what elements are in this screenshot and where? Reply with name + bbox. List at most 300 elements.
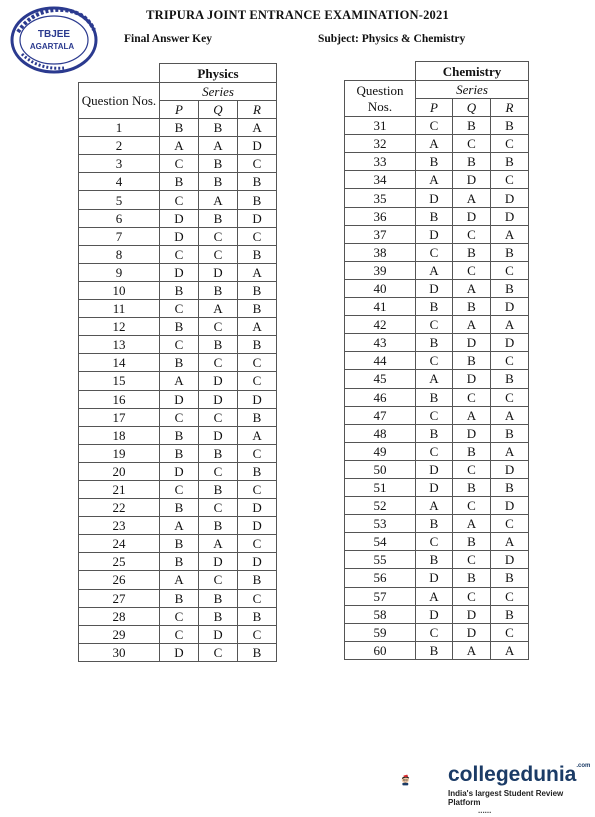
brand-suffix: .com [576, 763, 591, 769]
answer-p: B [416, 298, 453, 316]
answer-row [345, 225, 529, 243]
answer-q: D [199, 625, 238, 643]
answer-p: B [160, 589, 199, 607]
answer-p: C [160, 155, 199, 173]
answer-row [345, 117, 529, 135]
answer-q: C [453, 497, 491, 515]
answer-row [345, 569, 529, 587]
physics-series-header: Series [160, 83, 277, 101]
answer-r: A [491, 406, 529, 424]
question-number: 52 [345, 497, 416, 515]
answer-p: B [160, 553, 199, 571]
question-number: 7 [79, 227, 160, 245]
answer-r: D [491, 298, 529, 316]
answer-q: C [199, 462, 238, 480]
answer-p: C [416, 533, 453, 551]
answer-q: B [199, 444, 238, 462]
answer-row [345, 641, 529, 659]
answer-r: D [238, 499, 277, 517]
answer-r: B [238, 281, 277, 299]
answer-row [79, 300, 277, 318]
answer-q: A [199, 535, 238, 553]
collegedunia-brand [448, 763, 590, 787]
answer-row [79, 119, 277, 137]
answer-row [79, 607, 277, 625]
answer-row [345, 623, 529, 641]
answer-p: D [160, 209, 199, 227]
answer-p: A [160, 137, 199, 155]
answer-r: C [491, 135, 529, 153]
answer-r: C [491, 623, 529, 641]
question-number: 60 [345, 641, 416, 659]
answer-r: A [491, 533, 529, 551]
answer-q: C [453, 135, 491, 153]
answer-q: D [453, 334, 491, 352]
answer-p: B [160, 535, 199, 553]
answer-r: C [491, 515, 529, 533]
answer-row [79, 571, 277, 589]
question-number: 11 [79, 300, 160, 318]
answer-row [79, 209, 277, 227]
answer-r: C [238, 444, 277, 462]
answer-p: D [160, 462, 199, 480]
answer-r: A [491, 641, 529, 659]
answer-q: A [453, 189, 491, 207]
question-number: 58 [345, 605, 416, 623]
answer-row [79, 589, 277, 607]
answer-p: B [416, 551, 453, 569]
question-number: 28 [79, 607, 160, 625]
physics-col-p: P [160, 101, 199, 119]
answer-p: B [160, 354, 199, 372]
answer-p: B [416, 388, 453, 406]
answer-r: B [491, 279, 529, 297]
chemistry-subject-heading: Chemistry [416, 62, 529, 81]
answer-r: A [238, 318, 277, 336]
question-number: 45 [345, 370, 416, 388]
question-number: 19 [79, 444, 160, 462]
question-number: 24 [79, 535, 160, 553]
answer-row [345, 460, 529, 478]
answer-r: B [238, 173, 277, 191]
answer-p: C [416, 117, 453, 135]
answer-q: D [199, 553, 238, 571]
question-number: 29 [79, 625, 160, 643]
answer-r: C [238, 372, 277, 390]
answer-r: D [491, 497, 529, 515]
answer-q: A [453, 515, 491, 533]
answer-p: C [160, 336, 199, 354]
answer-p: D [416, 605, 453, 623]
answer-row [345, 334, 529, 352]
answer-q: C [199, 227, 238, 245]
answer-row [79, 444, 277, 462]
answer-q: B [199, 209, 238, 227]
answer-row [345, 551, 529, 569]
answer-r: C [238, 354, 277, 372]
answer-p: D [416, 225, 453, 243]
answer-row [79, 155, 277, 173]
answer-row [79, 462, 277, 480]
answer-q: B [453, 478, 491, 496]
answer-r: C [238, 589, 277, 607]
question-number: 44 [345, 352, 416, 370]
answer-r: C [491, 587, 529, 605]
answer-p: D [416, 279, 453, 297]
answer-p: B [416, 207, 453, 225]
answer-q: C [199, 408, 238, 426]
answer-q: C [453, 225, 491, 243]
answer-p: C [160, 480, 199, 498]
answer-p: A [416, 587, 453, 605]
physics-subject-heading: Physics [160, 64, 277, 83]
answer-row [345, 261, 529, 279]
question-number: 14 [79, 354, 160, 372]
question-number: 42 [345, 316, 416, 334]
answer-row [79, 173, 277, 191]
question-number: 47 [345, 406, 416, 424]
answer-q: B [453, 533, 491, 551]
answer-r: B [491, 117, 529, 135]
answer-row [79, 535, 277, 553]
answer-row [79, 137, 277, 155]
svg-text:TBJEE: TBJEE [37, 29, 71, 40]
answer-p: C [416, 352, 453, 370]
question-number: 1 [79, 119, 160, 137]
answer-r: D [491, 460, 529, 478]
answer-row [345, 388, 529, 406]
answer-row [345, 442, 529, 460]
answer-row [79, 426, 277, 444]
collegedunia-tagline: India's largest Student Review Platform [448, 789, 564, 807]
physics-corner [79, 64, 160, 83]
answer-row [79, 553, 277, 571]
answer-r: B [238, 607, 277, 625]
answer-row [345, 515, 529, 533]
answer-q: D [199, 263, 238, 281]
question-number: 17 [79, 408, 160, 426]
question-number: 10 [79, 281, 160, 299]
answer-q: B [199, 173, 238, 191]
answer-r: B [238, 408, 277, 426]
physics-answer-table [78, 63, 277, 662]
answer-q: C [199, 354, 238, 372]
answer-q: A [199, 300, 238, 318]
question-number: 22 [79, 499, 160, 517]
question-number: 26 [79, 571, 160, 589]
answer-row [345, 497, 529, 515]
answer-row [345, 478, 529, 496]
answer-q: D [453, 424, 491, 442]
answer-r: B [491, 605, 529, 623]
answer-p: C [160, 625, 199, 643]
answer-r: B [238, 571, 277, 589]
answer-q: C [453, 261, 491, 279]
collegedunia-mascot-icon [400, 756, 446, 804]
answer-p: D [160, 643, 199, 661]
answer-row [345, 243, 529, 261]
answer-row [345, 587, 529, 605]
answer-row [345, 207, 529, 225]
question-number: 40 [345, 279, 416, 297]
answer-row [79, 245, 277, 263]
answer-q: C [453, 587, 491, 605]
question-number: 18 [79, 426, 160, 444]
question-number: 13 [79, 336, 160, 354]
question-number: 25 [79, 553, 160, 571]
question-number: 6 [79, 209, 160, 227]
answer-q: B [453, 153, 491, 171]
answer-row [79, 263, 277, 281]
answer-r: C [491, 171, 529, 189]
answer-p: D [416, 478, 453, 496]
question-number: 50 [345, 460, 416, 478]
answer-p: C [160, 300, 199, 318]
answer-row [345, 605, 529, 623]
answer-r: C [238, 625, 277, 643]
answer-q: C [453, 460, 491, 478]
chemistry-col-q: Q [453, 99, 491, 117]
question-number: 56 [345, 569, 416, 587]
answer-row [345, 298, 529, 316]
question-number: 12 [79, 318, 160, 336]
answer-q: D [453, 605, 491, 623]
answer-p: C [160, 408, 199, 426]
answer-p: C [160, 607, 199, 625]
answer-r: D [238, 137, 277, 155]
answer-row [79, 318, 277, 336]
answer-q: C [199, 643, 238, 661]
answer-q: C [453, 388, 491, 406]
answer-row [345, 153, 529, 171]
answer-p: B [416, 334, 453, 352]
answer-row [345, 424, 529, 442]
answer-r: B [491, 243, 529, 261]
answer-p: D [160, 227, 199, 245]
answer-r: D [491, 189, 529, 207]
question-number: 41 [345, 298, 416, 316]
answer-row [345, 533, 529, 551]
question-number: 51 [345, 478, 416, 496]
physics-col-q: Q [199, 101, 238, 119]
answer-r: C [238, 227, 277, 245]
answer-q: B [199, 589, 238, 607]
answer-q: B [453, 442, 491, 460]
answer-row [345, 406, 529, 424]
answer-q: B [199, 119, 238, 137]
answer-p: B [160, 426, 199, 444]
answer-row [79, 390, 277, 408]
answer-q: B [199, 607, 238, 625]
answer-q: D [453, 370, 491, 388]
question-number: 2 [79, 137, 160, 155]
answer-r: C [238, 480, 277, 498]
brand-name: collegedunia [448, 763, 577, 786]
answer-p: A [416, 370, 453, 388]
answer-row [345, 352, 529, 370]
answer-p: A [416, 171, 453, 189]
question-number: 48 [345, 424, 416, 442]
footer-text: ...... [478, 806, 492, 815]
question-number: 8 [79, 245, 160, 263]
answer-row [79, 643, 277, 661]
answer-p: A [160, 517, 199, 535]
answer-q: A [453, 316, 491, 334]
answer-r: B [238, 462, 277, 480]
answer-q: A [453, 406, 491, 424]
answer-q: B [199, 517, 238, 535]
answer-p: B [160, 444, 199, 462]
answer-r: D [238, 390, 277, 408]
answer-p: B [416, 641, 453, 659]
answer-q: A [199, 191, 238, 209]
answer-r: D [491, 551, 529, 569]
answer-q: C [453, 551, 491, 569]
answer-q: B [453, 569, 491, 587]
answer-q: A [453, 279, 491, 297]
question-number: 55 [345, 551, 416, 569]
physics-question-header: Question Nos. [79, 83, 160, 119]
answer-p: B [416, 515, 453, 533]
question-number: 31 [345, 117, 416, 135]
answer-p: C [416, 316, 453, 334]
answer-q: B [199, 336, 238, 354]
answer-p: D [416, 569, 453, 587]
answer-p: B [416, 153, 453, 171]
answer-p: D [160, 263, 199, 281]
answer-q: D [199, 426, 238, 444]
answer-p: A [160, 571, 199, 589]
answer-p: B [416, 424, 453, 442]
physics-col-r: R [238, 101, 277, 119]
answer-r: D [238, 209, 277, 227]
answer-row [345, 189, 529, 207]
question-number: 21 [79, 480, 160, 498]
answer-q: C [199, 571, 238, 589]
question-number: 39 [345, 261, 416, 279]
answer-p: B [160, 119, 199, 137]
question-number: 32 [345, 135, 416, 153]
answer-r: B [238, 191, 277, 209]
answer-r: B [238, 245, 277, 263]
answer-r: A [238, 119, 277, 137]
chemistry-series-header: Series [416, 81, 529, 99]
answer-r: D [238, 517, 277, 535]
answer-p: C [160, 245, 199, 263]
chemistry-answer-table [344, 61, 529, 660]
answer-r: A [238, 426, 277, 444]
question-number: 5 [79, 191, 160, 209]
answer-p: D [416, 460, 453, 478]
chemistry-col-p: P [416, 99, 453, 117]
answer-row [345, 370, 529, 388]
answer-row [345, 279, 529, 297]
answer-p: D [160, 390, 199, 408]
answer-q: C [199, 318, 238, 336]
answer-q: D [453, 623, 491, 641]
answer-r: C [491, 352, 529, 370]
question-number: 4 [79, 173, 160, 191]
answer-p: D [416, 189, 453, 207]
answer-row [345, 135, 529, 153]
answer-r: B [491, 478, 529, 496]
answer-row [345, 171, 529, 189]
answer-q: D [199, 372, 238, 390]
answer-p: A [416, 497, 453, 515]
question-number: 30 [79, 643, 160, 661]
answer-p: B [160, 318, 199, 336]
answer-p: A [416, 261, 453, 279]
answer-q: B [453, 117, 491, 135]
answer-q: C [199, 245, 238, 263]
answer-q: B [199, 480, 238, 498]
answer-r: C [491, 261, 529, 279]
answer-r: B [238, 300, 277, 318]
question-number: 3 [79, 155, 160, 173]
answer-r: B [491, 424, 529, 442]
answer-r: B [491, 370, 529, 388]
answer-r: D [491, 334, 529, 352]
answer-q: B [453, 298, 491, 316]
answer-row [345, 316, 529, 334]
answer-r: C [238, 535, 277, 553]
question-number: 33 [345, 153, 416, 171]
question-number: 35 [345, 189, 416, 207]
page-title: TRIPURA JOINT ENTRANCE EXAMINATION-2021 [146, 8, 449, 22]
answer-p: B [160, 499, 199, 517]
answer-r: D [491, 207, 529, 225]
question-number: 36 [345, 207, 416, 225]
question-number: 37 [345, 225, 416, 243]
answer-q: D [199, 390, 238, 408]
answer-r: B [238, 643, 277, 661]
answer-r: A [491, 442, 529, 460]
answer-r: C [491, 388, 529, 406]
question-number: 20 [79, 462, 160, 480]
answer-row [79, 354, 277, 372]
answer-row [79, 480, 277, 498]
chemistry-corner [345, 62, 416, 81]
answer-q: B [199, 281, 238, 299]
question-number: 16 [79, 390, 160, 408]
question-number: 49 [345, 442, 416, 460]
question-number: 23 [79, 517, 160, 535]
answer-p: A [416, 135, 453, 153]
question-number: 46 [345, 388, 416, 406]
answer-row [79, 191, 277, 209]
answer-r: D [238, 553, 277, 571]
answer-row [79, 372, 277, 390]
answer-row [79, 281, 277, 299]
answer-p: B [160, 281, 199, 299]
answer-q: D [453, 171, 491, 189]
answer-p: C [416, 623, 453, 641]
answer-r: A [238, 263, 277, 281]
answer-q: B [453, 243, 491, 261]
answer-r: A [491, 225, 529, 243]
answer-row [79, 625, 277, 643]
answer-key-label: Final Answer Key [124, 33, 212, 45]
answer-row [79, 517, 277, 535]
answer-p: A [160, 372, 199, 390]
answer-q: C [199, 499, 238, 517]
answer-q: B [453, 352, 491, 370]
answer-p: C [416, 243, 453, 261]
answer-p: C [416, 406, 453, 424]
answer-r: B [238, 336, 277, 354]
svg-text:AGARTALA: AGARTALA [29, 42, 75, 51]
answer-q: A [199, 137, 238, 155]
